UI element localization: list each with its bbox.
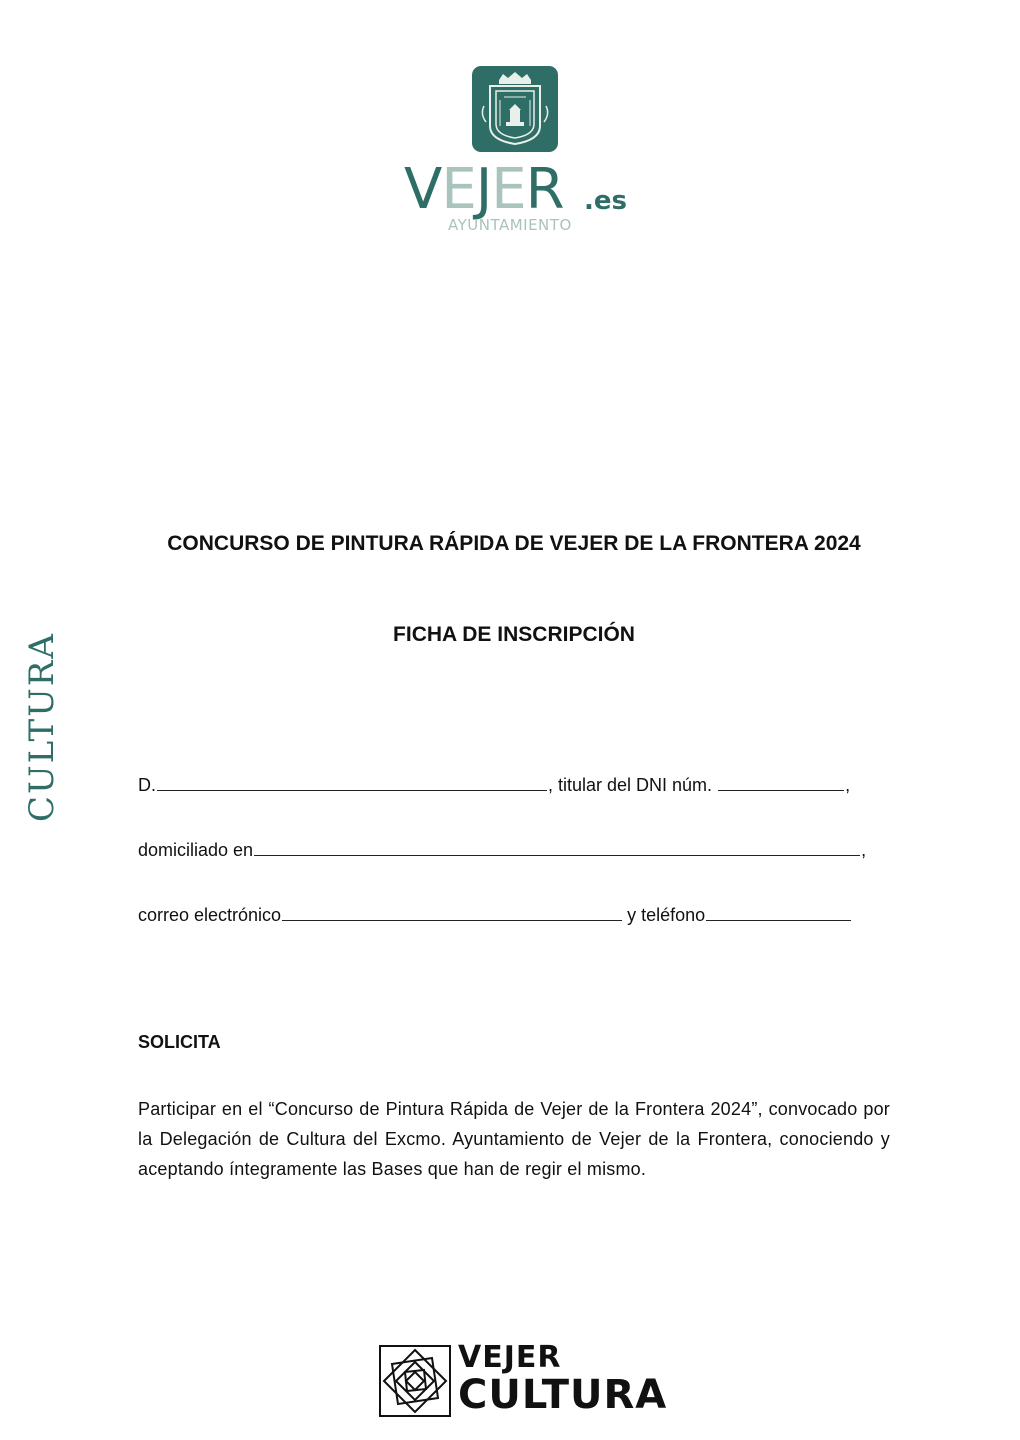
form-line-address (138, 837, 866, 861)
address-suffix: , (861, 840, 867, 860)
ayuntamiento-crest-logo (472, 66, 558, 152)
phone-field[interactable] (706, 902, 851, 921)
footer-word-cultura: CULTURA (458, 1372, 668, 1418)
section-title-solicita: SOLICITA (138, 1032, 221, 1052)
document-subtitle: FICHA DE INSCRIPCIÓN (393, 623, 635, 646)
brand-subtitle: AYUNTAMIENTO (448, 216, 572, 234)
brand-letter: J (475, 157, 492, 222)
document-title: CONCURSO DE PINTURA RÁPIDA DE VEJER DE LA FRONTERA 2024 (167, 532, 861, 555)
side-label-cultura: CULTURA (22, 632, 62, 822)
vejer-brand-logo (404, 157, 634, 240)
footer-word-vejer: VEJER (458, 1340, 562, 1375)
brand-letter: V (404, 157, 442, 222)
brand-letter: R (525, 157, 564, 222)
email-label: correo electrónico (138, 905, 282, 925)
dni-field[interactable] (718, 772, 844, 791)
phone-label: y teléfono (627, 905, 706, 925)
address-field[interactable] (254, 837, 860, 856)
crest-icon (472, 66, 558, 152)
form-line-name (138, 772, 850, 796)
brand-letter: E (441, 157, 476, 222)
vejer-cultura-logo (378, 1342, 688, 1420)
spiral-squares-icon (378, 1344, 452, 1418)
brand-wordmark (404, 157, 564, 222)
form-line-contact (138, 902, 852, 926)
name-field[interactable] (157, 772, 547, 791)
address-label: domiciliado en (138, 840, 254, 860)
request-paragraph: Participar en el “Concurso de Pintura Rápida de Vejer de la Frontera 2024”, convocado por la Delegación de Cultura del Excmo. Ayuntamiento de Vejer de la Frontera, conociendo y aceptando íntegramente las Bases que han de regir el mismo. (138, 1099, 890, 1179)
dni-suffix: , (845, 775, 851, 795)
dni-label: , titular del DNI núm. (548, 775, 713, 795)
brand-suffix: .es (584, 186, 627, 216)
brand-letter: E (491, 157, 526, 222)
name-label: D. (138, 775, 156, 795)
email-field[interactable] (282, 902, 622, 921)
